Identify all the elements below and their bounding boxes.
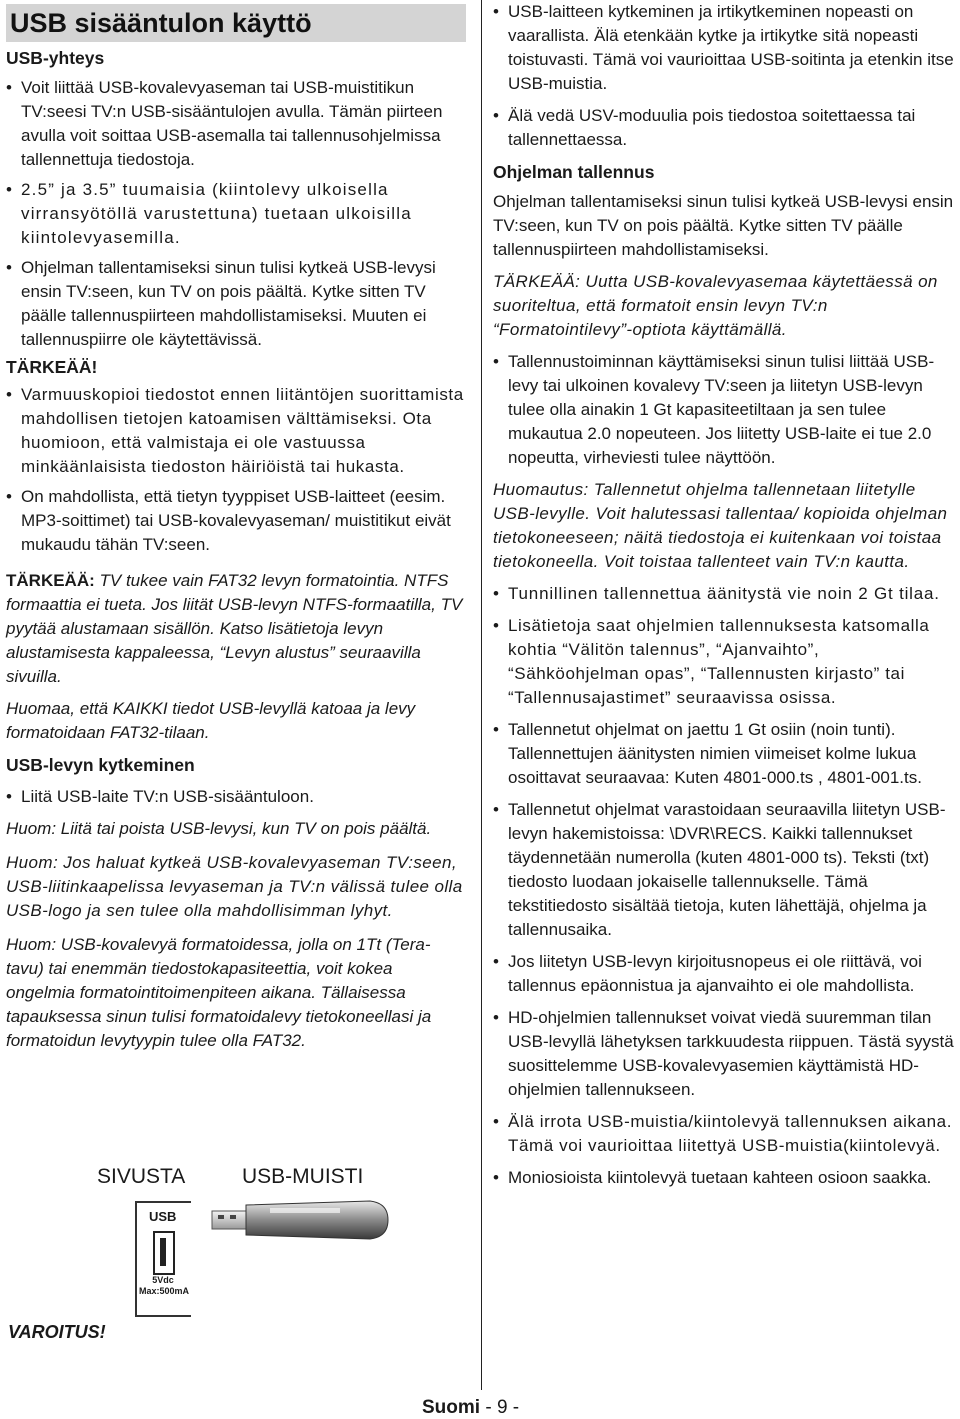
bullet-item: • Älä irrota USB-muistia/kiintolevyä tallennuksen aikana. Tämä voi vaurioittaa liitettyä USB-muistia(kiintolevyä. <box>493 1110 955 1158</box>
bullet-item: • Tallennetut ohjelmat on jaettu 1 Gt osiin (noin tunti). Tallennettujen äänitysten nimien viimeiset kolme lukua osoittavat seuraavaa: Kuten 4801-000.ts , 4801-001.ts. <box>493 718 955 790</box>
usb-port-label: USB <box>149 1209 177 1224</box>
usb-port-icon <box>153 1231 175 1275</box>
bullet-item: • Älä vedä USV-moduulia pois tiedostoa soitettaessa tai tallennettaessa. <box>493 104 955 152</box>
figure-label-side: SIVUSTA <box>97 1165 186 1188</box>
fat32-note-text: TV tukee vain FAT32 levyn formatointia. NTFS formaattia ei tueta. Jos liität USB-levyn NTFS-formaatilla, TV pyytää alustamaan sisällön. Katso lisätietoja levyn alustamisesta kappaleessa, “Levyn alustus” seuraavilla sivuilla. <box>6 571 463 686</box>
bullet-list-4 <box>493 0 955 152</box>
huomautus-note: Huomautus: Tallennetut ohjelma tallennetaan liitetylle USB-levylle. Voit halutessasi tallentaa/ kopioida ohjelman tietokoneeseen; näitä tiedostoja ei kuitenkaan voi toistaa tietokoneella. Voit toistaa tallenteet vain TV:n kautta. <box>493 480 948 571</box>
usb-volt-value: 5Vdc <box>152 1275 174 1285</box>
huomaa-note: Huomaa, että KAIKKI tiedot USB-levyllä katoaa ja levy formatoidaan FAT32-tilaan. <box>6 699 416 742</box>
bullet-item: • Tunnillinen tallennettua äänitystä vie noin 2 Gt tilaa. <box>493 582 955 606</box>
heading-kytkeminen: USB-levyn kytkeminen <box>6 755 195 775</box>
bullet-item: • Lisätietoja saat ohjelmien tallennuksesta katsomalla kohtia “Välitön talennus”, “Ajanvaihto”, “Sähköohjelman opas”, “Tallennusten kirjasto” tai “Tallennusajastimet” seuraavissa osissa. <box>493 614 955 710</box>
bullet-item: • Jos liitetyn USB-levyn kirjoitusnopeus ei ole riittävä, voi tallennus epäonnistua ja ajanvaihto ei ole mahdollista. <box>493 950 955 998</box>
tallennus-paragraph: Ohjelman tallentamiseksi sinun tulisi kytkeä USB-levysi ensin TV:seen, kun TV on pois päältä. Kytke sitten TV päälle tallennuspiirteen mahdollistamiseksi. <box>493 192 954 259</box>
tarkeaa-note: TÄRKEÄÄ: Uutta USB-kovalevyasemaa käytettäessä on suoriteltua, että formatoit ensin levyn TV:n “Formatointilevy”-optiota käyttämällä. <box>493 272 938 339</box>
usb-stick-icon <box>210 1197 390 1243</box>
column-divider <box>481 0 482 1390</box>
title-bar <box>6 4 466 42</box>
footer-language: Suomi <box>422 1397 481 1418</box>
bullet-item: • Varmuuskopioi tiedostot ennen liitäntöjen suorittamista mahdollisen tietojen katoamisen välttämiseksi. Ota huomioon, että valmistaja ei ole vastuussa minkäänlaisista tiedoston häiriöistä tai hukasta. <box>6 383 466 479</box>
bullet-item: • Moniosioista kiintolevyä tuetaan kahteen osioon saakka. <box>493 1166 955 1190</box>
heading-tarkeaa: TÄRKEÄÄ! <box>6 357 98 377</box>
usb-connection-figure <box>95 1165 385 1315</box>
bullet-list-2 <box>6 383 466 557</box>
usb-port-rating <box>139 1275 190 1297</box>
warning-heading: VAROITUS! <box>8 1322 106 1342</box>
page-footer <box>422 1397 519 1419</box>
bullet-item: • USB-laitteen kytkeminen ja irtikytkeminen nopeasti on vaarallista. Älä etenkään kytke ja irtikytke sitä nopeasti toistuvasti. Tämä voi vaurioittaa USB-soitinta ja etenkin itse USB-muistia. <box>493 0 955 96</box>
bullet-item: • 2.5” ja 3.5” tuumaisia (kiintolevy ulkoisella virransyötöllä varustettuna) tuetaan ulkoisilla kiintolevyasemilla. <box>6 178 466 250</box>
fat32-note <box>6 569 466 689</box>
left-column <box>6 0 466 1053</box>
heading-tallennus: Ohjelman tallennus <box>493 162 655 182</box>
bullet-item: • Tallennetut ohjelmat varastoidaan seuraavilla liitetyn USB-levyn hakemistoissa: \DVR\RECS. Kaikki tallennukset täydennetään numerolla (kuten 4801-000 ts). Teksti (txt) tiedosto luodaan jokaiselle tallennukselle. Tämä tekstitiedosto sisältää tietoja, kuten lähettäjä, ohjelma ja tallennusaika. <box>493 798 955 942</box>
huom-note-1: Huom: Liitä tai poista USB-levysi, kun TV on pois päältä. <box>6 819 432 838</box>
bullet-list-1 <box>6 76 466 352</box>
bullet-item: • Liitä USB-laite TV:n USB-sisääntuloon. <box>6 785 466 809</box>
usb-max-current: Max:500mA <box>139 1286 190 1296</box>
bullet-item: • Ohjelman tallentamiseksi sinun tulisi kytkeä USB-levysi ensin TV:seen, kun TV on pois päältä. Kytke sitten TV päälle tallennuspiirteen mahdollistamiseksi. Muuten ei tallennuspiirre ole käytettävissä. <box>6 256 466 352</box>
page-title: USB sisääntulon käyttö <box>10 8 312 38</box>
huom-note-3: Huom: USB-kovalevyä formatoidessa, jolla on 1Tt (Tera-tavu) tai enemmän tiedostokapasiteettia, voit kokea ongelmia formatointitoimenpiteen aikana. Tällaisessa tapauksessa sinun tulisi formatoidalevy tietokoneellasi ja formatoidun levytyypin tulee olla FAT32. <box>6 935 432 1050</box>
huom-note-2: Huom: Jos haluat kytkeä USB-kovalevyaseman TV:seen, USB-liitinkaapelissa levyaseman ja TV:n välissä tulee olla USB-logo ja sen tulee olla mahdollisimman lyhyt. <box>6 853 463 920</box>
right-column <box>493 0 955 1190</box>
bullet-item: • Tallennustoiminnan käyttämiseksi sinun tulisi liittää USB-levy tai ulkoinen kovalevy TV:seen ja liitetyn USB-levyn tulee olla ainakin 1 Gt kapasiteetiltaan ja sen tulee mukautua 2.0 nopeuteen. Jos liitetty USB-laite ei tue 2.0 nopeutta, virheviesti tulee näyttöön. <box>493 350 955 470</box>
bullet-item: • Voit liittää USB-kovalevyaseman tai USB-muistitikun TV:seesi TV:n USB-sisääntulojen avulla. Tämän piirteen avulla voit soittaa USB-asemalla tai tallennusohjelmissa tallennettuja tiedostoja. <box>6 76 466 172</box>
heading-usb-yhteys: USB-yhteys <box>6 48 105 68</box>
bullet-item: • HD-ohjelmien tallennukset voivat viedä suuremman tilan USB-levyllä lähetyksen tarkkuudesta riippuen. Tästä syystä suosittelemme USB-kovalevyasemien käyttämistä HD-ohjelmien tallennukseen. <box>493 1006 955 1102</box>
bullet-list-6 <box>493 582 955 1190</box>
page-number: - 9 - <box>480 1397 520 1418</box>
fat32-note-label: TÄRKEÄÄ: <box>6 571 95 590</box>
figure-label-stick: USB-MUISTI <box>242 1165 364 1188</box>
bullet-list-5 <box>493 350 955 470</box>
bullet-item: • On mahdollista, että tietyn tyyppiset USB-laitteet (eesim. MP3-soittimet) tai USB-kovalevyaseman/ muistitikut eivät mukaudu tähän TV:seen. <box>6 485 466 557</box>
bullet-list-3 <box>6 785 466 809</box>
